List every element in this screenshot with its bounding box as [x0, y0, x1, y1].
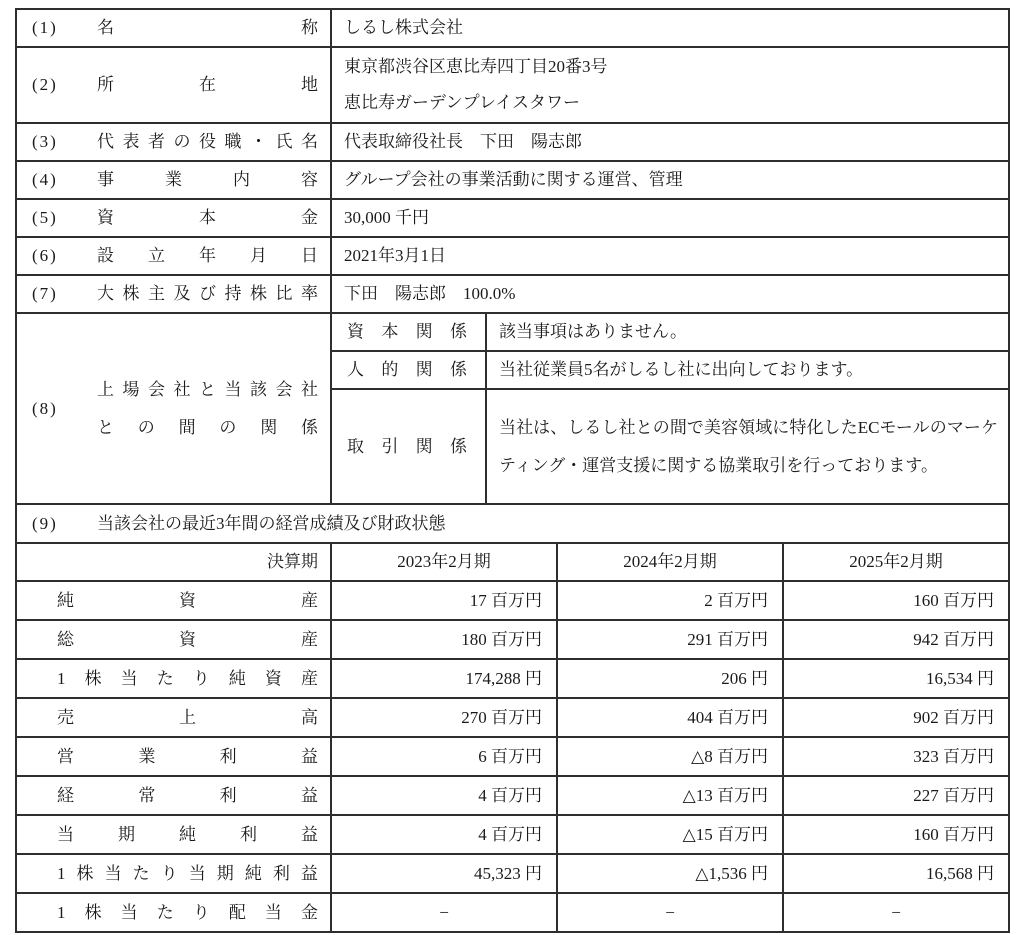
- row9-section-title: 当該会社の最近3年間の経営成績及び財政状態: [97, 513, 446, 533]
- net-assets-per-share-2023: 174,288 円: [331, 659, 557, 698]
- row2-header-cell: [16, 47, 331, 123]
- dividend-per-share-2023: −: [331, 893, 557, 932]
- net-income-2023: 4 百万円: [331, 815, 557, 854]
- item-dividend-per-share: 1 株 当 た り 配 当 金: [57, 902, 318, 922]
- row7-number: (7): [32, 284, 58, 304]
- row2-label-address: 所 在 地: [97, 75, 318, 95]
- row8-number: (8): [32, 398, 58, 418]
- sales-2025: 902 百万円: [783, 698, 1009, 737]
- fin-row-net-income-per-share: [16, 854, 1009, 893]
- row8-label-line-1: 上 場 会 社 と 当 該 会 社: [97, 379, 318, 399]
- net-income-2025: 160 百万円: [783, 815, 1009, 854]
- row4-label-business: 事 業 内 容: [97, 170, 318, 190]
- row5-header-cell: [16, 199, 331, 237]
- row7-value-shareholders: 下田 陽志郎 100.0%: [331, 275, 1009, 313]
- row8-header-cell: [16, 313, 331, 504]
- row1-number: (1): [32, 18, 58, 38]
- net-income-2024: △15 百万円: [557, 815, 783, 854]
- row6-number: (6): [32, 246, 58, 266]
- ordinary-income-2025: 227 百万円: [783, 776, 1009, 815]
- row5-label-capital: 資 本 金: [97, 208, 318, 228]
- row1-header-cell: [16, 9, 331, 47]
- table-row: [16, 313, 1009, 351]
- item-net-assets-per-share: 1 株 当 た り 純 資 産: [57, 668, 318, 688]
- row8-label-line-2: と の 間 の 関 係: [97, 417, 318, 437]
- fin-row-net-income: [16, 815, 1009, 854]
- total-assets-2023: 180 百万円: [331, 620, 557, 659]
- dividend-per-share-2025: −: [783, 893, 1009, 932]
- row6-label-established: 設 立 年 月 日: [97, 246, 318, 266]
- period-2023-header: 2023年2月期: [331, 543, 557, 581]
- table-row: [16, 504, 1009, 543]
- row7-header-cell: [16, 275, 331, 313]
- row6-value-established: 2021年3月1日: [331, 237, 1009, 275]
- relation-trade-label: 取 引 関 係: [347, 436, 467, 456]
- financial-results-table: [15, 542, 1010, 933]
- relation-personnel-desc: 当社従業員5名がしるし社に出向しております。: [486, 351, 1009, 389]
- net-assets-2025: 160 百万円: [783, 581, 1009, 620]
- address-line-2: 恵比寿ガーデンプレイスタワー: [344, 93, 580, 112]
- relation-capital-desc: 該当事項はありません。: [486, 313, 1009, 351]
- net-income-per-share-2024: △1,536 円: [557, 854, 783, 893]
- net-assets-2024: 2 百万円: [557, 581, 783, 620]
- row4-number: (4): [32, 170, 58, 190]
- operating-income-2023: 6 百万円: [331, 737, 557, 776]
- row3-value-representative: 代表取締役社長 下田 陽志郎: [331, 123, 1009, 161]
- relation-capital-label: 資 本 関 係: [347, 322, 467, 342]
- item-total-assets: 総 資 産: [57, 629, 318, 649]
- total-assets-2025: 942 百万円: [783, 620, 1009, 659]
- row3-label-representative: 代 表 者 の 役 職 ・ 氏 名: [97, 132, 318, 152]
- ordinary-income-2023: 4 百万円: [331, 776, 557, 815]
- relation-capital-label-cell: [331, 313, 486, 351]
- sales-2024: 404 百万円: [557, 698, 783, 737]
- fin-row-ordinary-income: [16, 776, 1009, 815]
- net-assets-per-share-2024: 206 円: [557, 659, 783, 698]
- net-assets-per-share-2025: 16,534 円: [783, 659, 1009, 698]
- address-line-1: 東京都渋谷区恵比寿四丁目20番3号: [344, 57, 608, 76]
- row6-header-cell: [16, 237, 331, 275]
- net-assets-2023: 17 百万円: [331, 581, 557, 620]
- table-row: [16, 161, 1009, 199]
- row4-value-business: グループ会社の事業活動に関する運営、管理: [331, 161, 1009, 199]
- sales-2023: 270 百万円: [331, 698, 557, 737]
- ordinary-income-2024: △13 百万円: [557, 776, 783, 815]
- fin-row-dividend-per-share: [16, 893, 1009, 932]
- row3-number: (3): [32, 132, 58, 152]
- table-row: [16, 275, 1009, 313]
- fin-row-net-assets: [16, 581, 1009, 620]
- table-row: [16, 199, 1009, 237]
- relation-trade-desc: 当社は、しるし社との間で美容領域に特化したECモールのマーケティング・運営支援に関する協業取引を行っております。: [486, 389, 1009, 504]
- item-ordinary-income: 経 常 利 益: [57, 785, 318, 805]
- table-row: [16, 47, 1009, 123]
- row2-value-address: [331, 47, 1009, 123]
- dividend-per-share-2024: −: [557, 893, 783, 932]
- company-profile-table: [15, 8, 1010, 544]
- relation-personnel-label-cell: [331, 351, 486, 389]
- fin-row-sales: [16, 698, 1009, 737]
- row2-number: (2): [32, 75, 58, 95]
- row1-value-company-name: しるし株式会社: [331, 9, 1009, 47]
- item-net-income-per-share: 1 株 当 た り 当 期 純 利 益: [57, 863, 318, 883]
- item-sales: 売 上 高: [57, 707, 318, 727]
- row9-section-cell: [16, 504, 1009, 543]
- table-row: [16, 123, 1009, 161]
- fin-row-total-assets: [16, 620, 1009, 659]
- table-row: [16, 237, 1009, 275]
- row5-number: (5): [32, 208, 58, 228]
- row1-label-name: 名 称: [97, 18, 318, 38]
- period-2024-header: 2024年2月期: [557, 543, 783, 581]
- table-row: [16, 9, 1009, 47]
- operating-income-2025: 323 百万円: [783, 737, 1009, 776]
- row7-label-shareholders: 大 株 主 及 び 持 株 比 率: [97, 284, 318, 304]
- item-net-assets: 純 資 産: [57, 590, 318, 610]
- fin-row-operating-income: [16, 737, 1009, 776]
- relation-trade-label-cell: [331, 389, 486, 504]
- row9-number: (9): [32, 513, 58, 533]
- fiscal-period-header: 決算期: [16, 543, 331, 581]
- row8-label-relationship: [97, 371, 318, 447]
- relation-personnel-label: 人 的 関 係: [347, 360, 467, 380]
- period-2025-header: 2025年2月期: [783, 543, 1009, 581]
- row4-header-cell: [16, 161, 331, 199]
- item-operating-income: 営 業 利 益: [57, 746, 318, 766]
- operating-income-2024: △8 百万円: [557, 737, 783, 776]
- total-assets-2024: 291 百万円: [557, 620, 783, 659]
- row5-value-capital: 30,000 千円: [331, 199, 1009, 237]
- net-income-per-share-2023: 45,323 円: [331, 854, 557, 893]
- fin-header-row: [16, 543, 1009, 581]
- item-net-income: 当 期 純 利 益: [57, 824, 318, 844]
- row3-header-cell: [16, 123, 331, 161]
- fin-row-net-assets-per-share: [16, 659, 1009, 698]
- net-income-per-share-2025: 16,568 円: [783, 854, 1009, 893]
